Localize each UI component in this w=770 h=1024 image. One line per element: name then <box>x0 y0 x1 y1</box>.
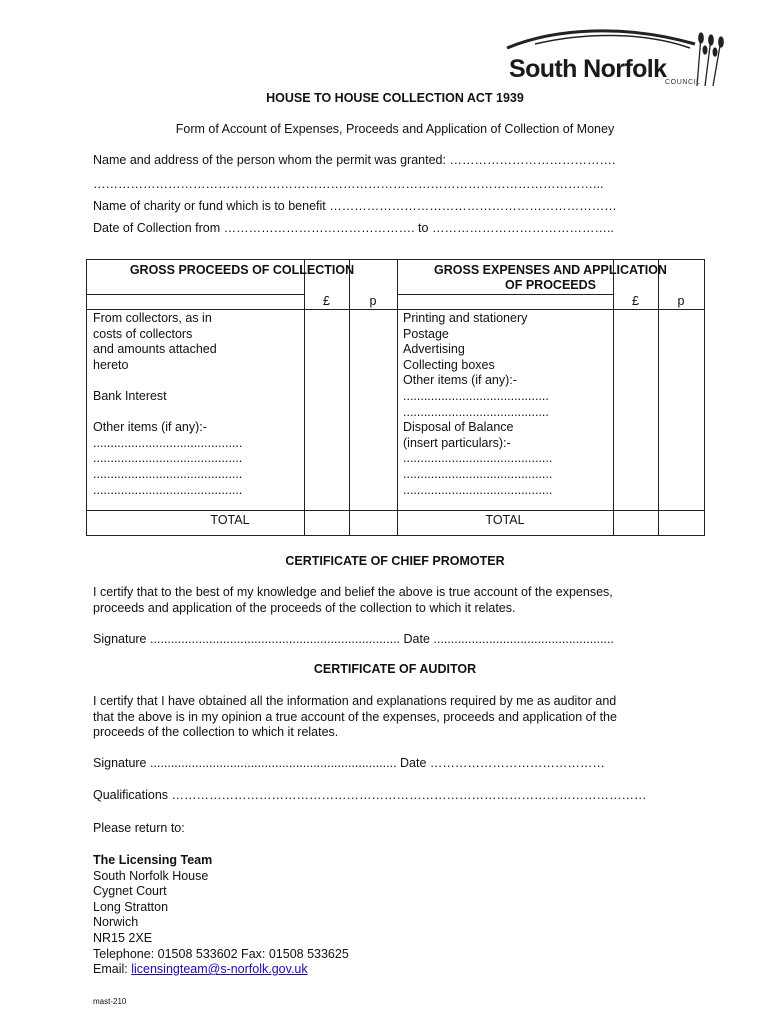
logo-council: COUNCIL <box>665 79 701 86</box>
contact-phone: Telephone: 01508 533602 Fax: 01508 533625 <box>93 946 349 961</box>
return-address-block <box>93 853 349 978</box>
list-item: (insert particulars):- <box>403 435 511 450</box>
list-item: hereto <box>93 357 129 372</box>
page-title: HOUSE TO HOUSE COLLECTION ACT 1939 <box>266 91 524 105</box>
list-item <box>93 405 242 421</box>
auditor-heading: CERTIFICATE OF AUDITOR <box>313 662 477 676</box>
address-line: Norwich <box>93 915 139 930</box>
contact-email-row <box>93 962 349 978</box>
team-name: The Licensing Team <box>93 853 213 867</box>
list-item: From collectors, as in <box>93 311 212 325</box>
list-item[interactable]: ........................................... <box>403 451 553 466</box>
form-code: mast-210 <box>93 997 127 1006</box>
council-logo <box>505 26 730 90</box>
list-item[interactable]: ........................................... <box>93 482 243 497</box>
divider <box>397 260 398 535</box>
promoter-statement <box>93 585 613 616</box>
list-item[interactable]: ........................................... <box>403 482 553 497</box>
promoter-heading: CERTIFICATE OF CHIEF PROMOTER <box>285 554 505 568</box>
accounts-table <box>86 259 705 536</box>
email-label: Email: <box>93 962 132 977</box>
statement-line: proceeds of the collection to which it relates. <box>93 725 339 740</box>
list-item: and amounts attached <box>93 342 217 357</box>
right-column-header-line2: OF PROCEEDS <box>505 278 596 292</box>
list-item: Other items (if any):- <box>93 420 207 435</box>
left-pence-header: p <box>369 294 377 308</box>
list-item[interactable]: ........................................... <box>93 435 243 450</box>
right-column-header-line1: GROSS EXPENSES AND APPLICATION <box>434 263 667 277</box>
page-subtitle: Form of Account of Expenses, Proceeds and Application of Collection of Money <box>175 122 615 136</box>
auditor-signature-line[interactable]: Signature ....................................................................... Date …………………………………… <box>93 756 605 770</box>
list-item: Advertising <box>403 342 465 357</box>
left-total-label: TOTAL <box>210 513 250 527</box>
list-item: costs of collectors <box>93 326 193 341</box>
right-items-list <box>403 311 552 498</box>
name-address-continuation[interactable]: …………………………………………………………………………………………………………... <box>93 177 604 191</box>
statement-line: proceeds and application of the proceeds of the collection to which it relates. <box>93 600 516 615</box>
left-pound-header: £ <box>323 294 330 308</box>
email-link[interactable]: licensingteam@s-norfolk.gov.uk <box>131 962 308 977</box>
return-label: Please return to: <box>93 821 185 835</box>
collection-date-field[interactable]: Date of Collection from ………………………………………. to …………………………………….. <box>93 221 614 235</box>
list-item: Other items (if any):- <box>403 373 517 388</box>
list-item: Printing and stationery <box>403 311 528 325</box>
charity-field[interactable]: Name of charity or fund which is to benefit …………………………………………………………… <box>93 199 617 213</box>
list-item[interactable]: ........................................... <box>403 466 553 481</box>
left-column-header: GROSS PROCEEDS OF COLLECTION <box>129 263 355 277</box>
right-pence-header: p <box>677 294 685 308</box>
divider <box>87 294 304 295</box>
promoter-signature-line[interactable]: Signature ........................................................................ Date .................................................... <box>93 632 614 646</box>
left-items-list <box>93 311 242 498</box>
auditor-qualifications-line[interactable]: Qualifications …………………………………………………………………………………………………… <box>93 788 647 802</box>
address-line: Long Stratton <box>93 899 169 914</box>
list-item: Collecting boxes <box>403 357 495 372</box>
address-line: Cygnet Court <box>93 884 167 899</box>
list-item[interactable]: ........................................... <box>93 451 243 466</box>
list-item: Bank Interest <box>93 388 167 403</box>
statement-line: I certify that to the best of my knowledge and belief the above is true account of the expenses, <box>93 585 613 599</box>
divider <box>87 510 704 511</box>
right-total-label: TOTAL <box>485 513 525 527</box>
statement-line: that the above is in my opinion a true account of the expenses, proceeds and application of the <box>93 709 617 724</box>
list-item: Postage <box>403 326 449 341</box>
right-pound-header: £ <box>632 294 639 308</box>
auditor-statement <box>93 694 617 741</box>
list-item[interactable]: .......................................... <box>403 388 549 403</box>
address-line: NR15 2XE <box>93 930 153 945</box>
divider <box>397 294 613 295</box>
address-line: South Norfolk House <box>93 868 209 883</box>
list-item[interactable]: ........................................... <box>93 466 243 481</box>
list-item[interactable]: .......................................... <box>403 404 549 419</box>
name-address-field[interactable]: Name and address of the person whom the permit was granted: …………………………………. <box>93 153 616 167</box>
statement-line: I certify that I have obtained all the information and explanations required by me as auditor and <box>93 694 617 708</box>
list-item: Disposal of Balance <box>403 420 514 435</box>
logo-name: South Norfolk <box>509 55 667 83</box>
list-item <box>93 373 242 389</box>
